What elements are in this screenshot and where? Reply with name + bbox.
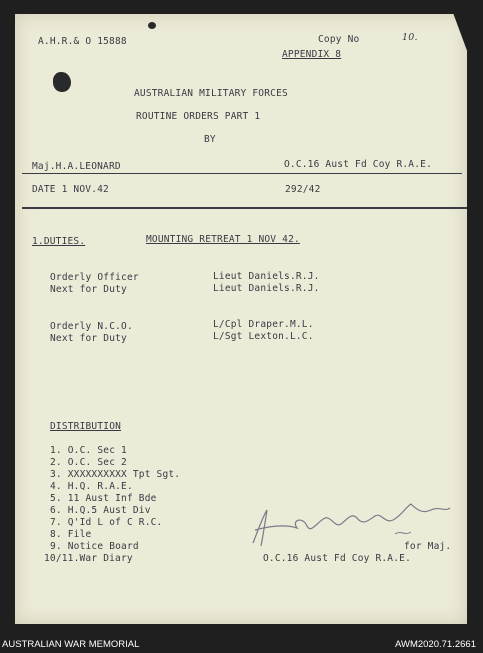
section-number: 1.DUTIES. xyxy=(32,236,86,247)
duty-role: Orderly N.C.O. xyxy=(50,321,133,332)
duty-name: L/Cpl Draper.M.L. xyxy=(213,319,314,330)
duty-role: Orderly Officer xyxy=(50,272,139,283)
appendix-label: APPENDIX 8 xyxy=(282,49,342,60)
issuer-unit: O.C.16 Aust Fd Coy R.A.E. xyxy=(284,159,432,170)
title-line-1: AUSTRALIAN MILITARY FORCES xyxy=(134,88,288,99)
file-reference: A.H.R.& O 15888 xyxy=(38,36,127,47)
distribution-item: 5. 11 Aust Inf Bde xyxy=(50,493,157,504)
punch-hole xyxy=(53,72,71,92)
ink-blot xyxy=(148,22,156,29)
duty-name: Lieut Daniels.R.J. xyxy=(213,283,320,294)
distribution-item: 1. O.C. Sec 1 xyxy=(50,445,127,456)
title-line-3: BY xyxy=(204,134,216,145)
duty-name: Lieut Daniels.R.J. xyxy=(213,271,320,282)
distribution-heading: DISTRIBUTION xyxy=(50,421,122,432)
duty-name: L/Sgt Lexton.L.C. xyxy=(213,331,314,342)
distribution-item: 4. H.Q. R.A.E. xyxy=(50,481,133,492)
rule-bottom xyxy=(22,207,467,209)
distribution-item: 8. File xyxy=(50,529,92,540)
footer-accession: AWM2020.71.2661 xyxy=(395,639,476,650)
title-line-2: ROUTINE ORDERS PART 1 xyxy=(136,111,261,122)
distribution-item: 10/11.War Diary xyxy=(44,553,133,564)
issuer-name: Maj.H.A.LEONARD xyxy=(32,161,121,172)
copy-number-handwritten: 10. xyxy=(402,32,418,43)
duty-role: Next for Duty xyxy=(50,333,127,344)
distribution-item: 7. Q'Id L of C R.C. xyxy=(50,517,163,528)
copy-number-label: Copy No xyxy=(318,34,360,45)
distribution-item: 2. O.C. Sec 2 xyxy=(50,457,127,468)
section-heading: MOUNTING RETREAT 1 NOV 42. xyxy=(146,234,300,245)
footer-institution: AUSTRALIAN WAR MEMORIAL xyxy=(2,639,140,650)
order-number: 292/42 xyxy=(285,184,321,195)
signature-for: for Maj. xyxy=(404,541,452,552)
signature-block: O.C.16 Aust Fd Coy R.A.E. xyxy=(263,553,411,564)
rule-top xyxy=(22,173,462,174)
distribution-item: 6. H.Q.5 Aust Div xyxy=(50,505,151,516)
distribution-item: 9. Notice Board xyxy=(50,541,139,552)
distribution-item: 3. XXXXXXXXXX Tpt Sgt. xyxy=(50,469,181,480)
order-date: DATE 1 NOV.42 xyxy=(32,184,109,195)
duty-role: Next for Duty xyxy=(50,284,127,295)
